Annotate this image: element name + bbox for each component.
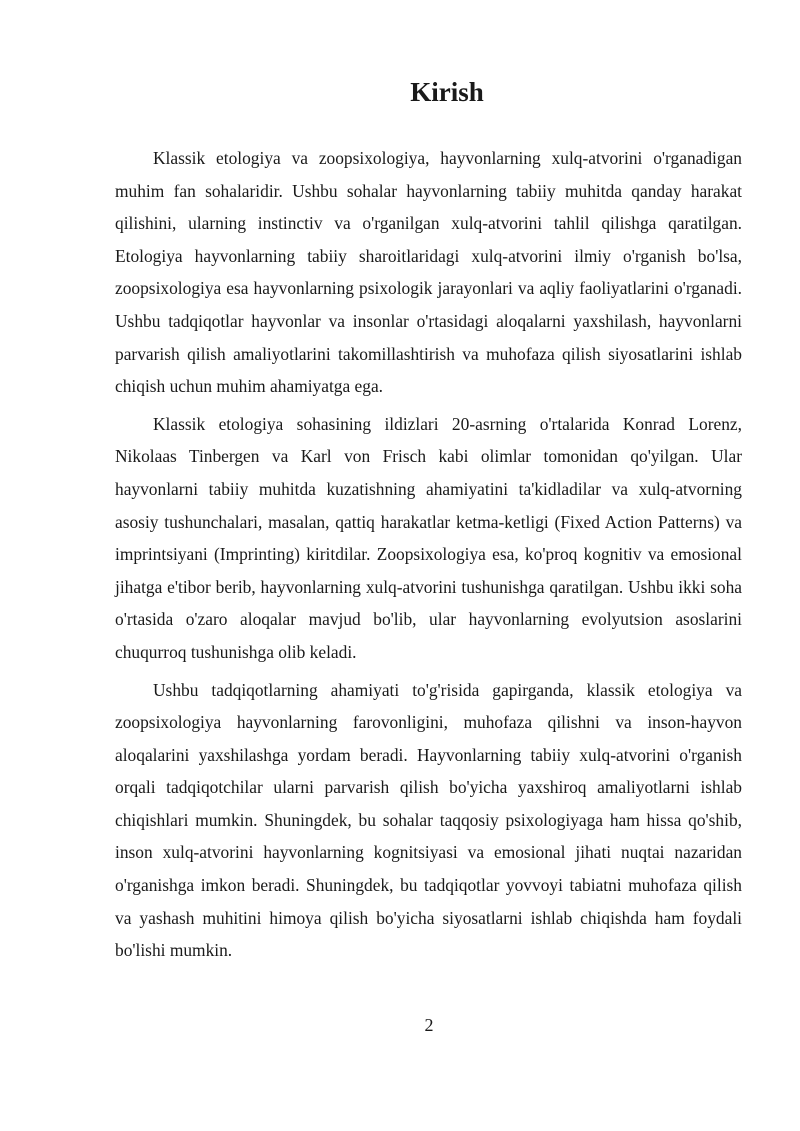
paragraph-2: Klassik etologiya sohasining ildizlari 20-asrning o'rtalarida Konrad Lorenz, Nikolaas Tinbergen va Karl von Frisch kabi olimlar tomonidan qo'yilgan. Ular hayvonlarni tabiiy muhitda kuzatishning ahamiyatini ta'kidladilar va xulq-atvorning asosiy tushunchalari, masalan, qattiq harakatlar ketma-ketligi (Fixed Action Patterns) va imprintsiyani (Imprinting) kiritdilar. Zoopsixologiya esa, ko'proq kognitiv va emosional jihatga e'tibor berib, hayvonlarning xulq-atvorini tushunishga qaratilgan. Ushbu ikki soha o'rtasida o'zaro aloqalar mavjud bo'lib, ular hayvonlarning evolyutsion asoslarini chuqurroq tushunishga olib keladi. [115,413,742,662]
page-title: Kirish [410,77,484,107]
paragraph-1: Klassik etologiya va zoopsixologiya, hayvonlarning xulq-atvorini o'rganadigan muhim fan sohalaridir. Ushbu sohalar hayvonlarning tabiiy muhitda qanday harakat qilishini, ularning instinctiv va o'rganilgan xulq-atvorini tahlil qilishga qaratilgan. Etologiya hayvonlarning tabiiy sharoitlaridagi xulq-atvorini ilmiy o'rganish bo'lsa, zoopsixologiya esa hayvonlarning psixologik jarayonlari va aqliy faoliyatlarini o'rganadi. Ushbu tadqiqotlar hayvonlar va insonlar o'rtasidagi aloqalarni yaxshilash, hayvonlarni parvarish qilish amaliyotlarini takomillashtirish va muhofaza qilish siyosatlarini ishlab chiqish uchun muhim ahamiyatga ega. [115,148,742,397]
body-text [115,142,742,972]
page-number: 2 [424,1015,434,1035]
paragraph-3: Ushbu tadqiqotlarning ahamiyati to'g'risida gapirganda, klassik etologiya va zoopsixologiya hayvonlarning farovonligini, muhofaza qilishni va inson-hayvon aloqalarini yaxshilashga yordam beradi. Hayvonlarning tabiiy xulq-atvorini o'rganish orqali tadqiqotchilar ularni parvarish qilish bo'yicha yaxshiroq amaliyotlarni ishlab chiqishlari mumkin. Shuningdek, bu sohalar taqqosiy psixologiyaga ham hissa qo'shib, inson xulq-atvorini hayvonlarning kognitsiyasi va emosional jihati nuqtai nazaridan o'rganishga imkon beradi. Shuningdek, bu tadqiqotlar yovvoyi tabiatni muhofaza qilish va yashash muhitini himoya qilish bo'yicha siyosatlarni ishlab chiqishda ham foydali bo'lishi mumkin. [115,679,742,961]
